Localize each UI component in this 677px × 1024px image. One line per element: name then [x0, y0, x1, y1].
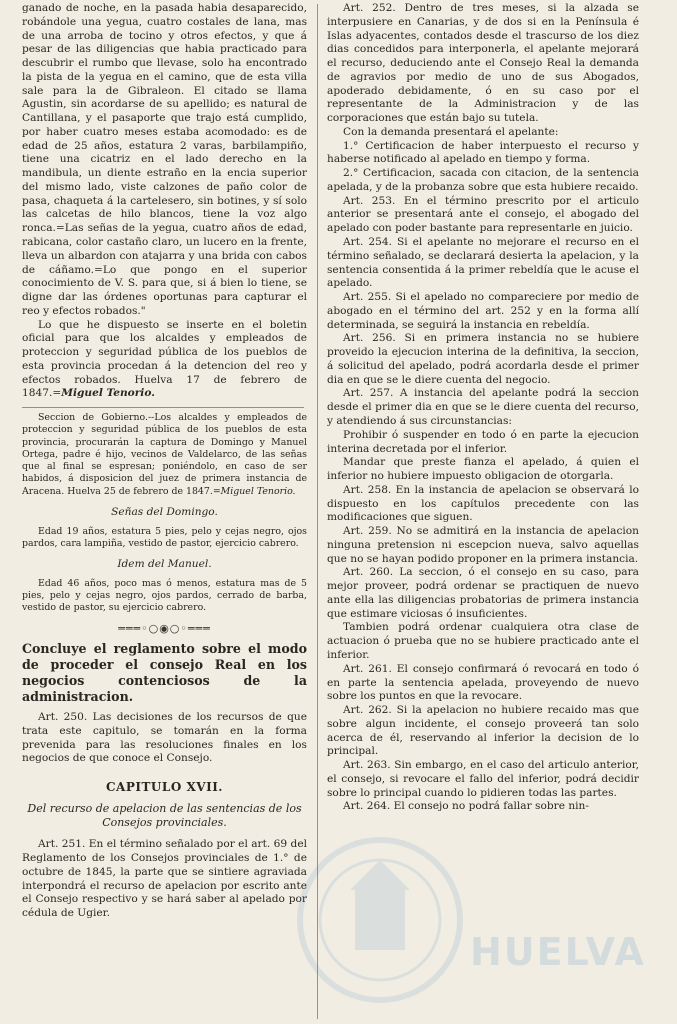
senas-domingo-text: Edad 19 años, estatura 5 pies, pelo y cejas negro, ojos pardos, cara lampiña, vestido de pastor, ejercicio cabrero. — [22, 525, 307, 549]
senas-manuel-text: Edad 46 años, poco mas ó menos, estatura mas de 5 pies, pelo y cejas negro, ojos pardos, cerrado de barba, vestido de pastor, su ejercicio cabrero. — [22, 577, 307, 614]
article-253: Art. 253. En el término prescrito por el articulo anterior se presentará ante el consejo, el abogado del apelado con poder bastante para representarle en juicio. — [327, 194, 639, 235]
article-263: Art. 263. Sin embargo, en el caso del articulo anterior, el consejo, si revocare el fallo del inferior, podrá decidir sobre lo principal cuando lo pidieren todas las partes. — [327, 759, 639, 799]
reglamento-heading: Concluye el reglamento sobre el modo de proceder el consejo Real en los negocios contenciosos de la administracion. — [22, 640, 307, 704]
article-264: Art. 264. El consejo no podrá fallar sobre nin- — [343, 800, 589, 813]
right-column — [327, 2, 639, 814]
article-251: Art. 251. En el término señalado por el art. 69 del Reglamento de los Consejos provinciales de 1.° de octubre de 1845, la parte que se sintiere agraviada interpondrá el recurso de apelacion por escrito ante el Consejo respectivo y se hará saber al apelado por cédula de Ugier. — [22, 838, 307, 920]
gobierno-text: Seccion de Gobierno.--Los alcaldes y empleados de proteccion y seguridad pública de los pueblos de esta provincia, procurarán la captura de Domingo y Manuel Ortega, padre é hijo, vecinos de Valdelarco, de las señas que al final se espresan; poniéndolo, en caso de ser habidos, á disposicion del juez de primera instancia de Aracena. Huelva 25 de febrero de 1847.= — [22, 412, 307, 497]
gobierno-paragraph — [22, 412, 307, 498]
senas-domingo-title: Señas del Domingo. — [111, 505, 218, 518]
article-259: Art. 259. No se admitirá en la instancia de apelacion ninguna pretension ni escepcion nueva, salvo aquellas que no se hayan podido proponer en la primera instancia. — [327, 525, 639, 565]
article-262: Art. 262. Si la apelacion no hubiere recaido mas que sobre algun incidente, el consejo proveerá tan solo acerca de él, reservando al inferior la decision de lo principal. — [327, 704, 639, 758]
left-column — [22, 2, 307, 921]
huelva-watermark: HUELVA — [470, 930, 646, 974]
section-rule — [22, 407, 304, 408]
article-255: Art. 255. Si el apelado no compareciere por medio de abogado en el término del art. 252 y en la forma allí determinada, se seguirá la instancia en rebeldía. — [327, 291, 639, 331]
article-256: Art. 256. Si en primera instancia no se hubiere proveido la ejecucion interina de la definitiva, la seccion, á solicitud del apelado, podrá acordarla desde el primer dia en que se le diere cuenta del negocio. — [327, 332, 639, 386]
mandar-clause: Mandar que preste fianza el apelado, á quien el inferior no hubiere impuesto obligacion de otorgarla. — [327, 456, 639, 483]
requirement-item-2: 2.° Certificacion, sacada con citacion, de la sentencia apelada, y de la probanza sobre que esta hubiere recaido. — [327, 167, 639, 193]
signature-tenorio-1: Miguel Tenorio. — [61, 387, 155, 400]
tambien-clause: Tambien podrá ordenar cualquiera otra clase de actuacion ó prueba que no se hubiere practicado ante el inferior. — [327, 621, 639, 661]
senas-manuel-title: Idem del Manuel. — [117, 557, 212, 570]
demanda-intro: Con la demanda presentará el apelante: — [343, 125, 559, 138]
chapter-subtitle: Del recurso de apelacion de las sentencias de los Consejos provinciales. — [27, 801, 302, 830]
notice-paragraph-2 — [22, 319, 307, 402]
chapter-title: CAPITULO XVII. — [106, 780, 223, 795]
archive-seal-watermark — [270, 820, 490, 1020]
notice-paragraph-1: ganado de noche, en la pasada habia desaparecido, robándole una yegua, cuatro costales de lana, mas de una arroba de tocino y otros efectos, y que á pesar de las diligencias que habia practicado para descubrir el rumbo que llevase, solo ha encontrado la pista de la yegua en el camino, que de esta villa sale para la de Gibraleon. El citado se llama Agustin, sin acordarse de su apellido; es natural de Cantillana, y el pasaporte que trajo está cumplido, por haber cuatro meses estaba acomodado: es de edad de 25 años, estatura 2 varas, barbilampiño, tiene una cicatriz en el lado derecho en la mandibula, un diente estraño en la encia superior del mismo lado, viste calzones de paño color de pasa, chaqueta á la cartelesero, sin botines, y sí solo las calcetas de hilo blancos, tiene la voz algo ronca.=Las señas de la yegua, cuatro años de edad, rabicana, color castaño claro, un lucero en la frente, lleva un albardon con atajarra y una brida con cabos de cáñamo.=Lo que pongo en el superior conocimiento de V. S. para que, si á bien lo tiene, se digne dar las órdenes oportunas para capturar el reo y efectos robados." — [22, 2, 307, 317]
article-260: Art. 260. La seccion, ó el consejo en su caso, para mejor proveer, podrá ordenar se practiquen de nuevo ante ella las diligencias probatorias de primera instancia que estimare viciosas ó insuficientes. — [327, 566, 639, 620]
prohibir-clause: Prohibir ó suspender en todo ó en parte la ejecucion interina decretada por el inferior. — [327, 428, 639, 455]
ornament-divider: ═══◦○◉○◦═══ — [118, 622, 211, 636]
article-261: Art. 261. El consejo confirmará ó revocará en todo ó en parte la sentencia apelada, proveyendo de nuevo sobre los puntos en que la revocare. — [327, 662, 639, 703]
article-258: Art. 258. En la instancia de apelacion se observará lo dispuesto en los capítulos precedente con las modificaciones que siguen. — [327, 483, 639, 524]
article-252: Art. 252. Dentro de tres meses, si la alzada se interpusiere en Canarias, y de dos si en la Península é Islas adyacentes, contados desde el trascurso de los diez dias concedidos para interponerla, el apelante mejorará el recurso, deduciendo ante el Consejo Real la demanda de agravios por medio de uno de sus Abogados, apoderado debidamente, ó en su caso por el representante de la Administracion y de las corporaciones que están bajo su tutela. — [327, 2, 639, 125]
requirement-item-1: 1.° Certificacion de haber interpuesto el recurso y haberse notificado al apelado en tiempo y forma. — [327, 139, 639, 166]
notice-paragraph-2-text: Lo que he dispuesto se inserte en el boletin oficial para que los alcaldes y empleados de proteccion y seguridad pública de los pueblos de esta provincia procedan á la detencion del reo y efectos robados. Huelva 17 de febrero de 1847.= — [22, 318, 307, 400]
article-250: Art. 250. Las decisiones de los recursos de que trata este capitulo, se tomarán en la forma prevenida para las resoluciones finales en los negocios de que conoce el Consejo. — [22, 711, 307, 765]
article-254: Art. 254. Si el apelante no mejorare el recurso en el término señalado, se declarará desierta la apelacion, y la sentencia consentida á la primer rebeldía que le acuse el apelado. — [327, 236, 639, 290]
article-257: Art. 257. A instancia del apelante podrá la seccion desde el primer dia en que se le diere cuenta del recurso, y atendiendo á sus circunstancias: — [327, 387, 639, 427]
signature-tenorio-2: Miguel Tenorio. — [220, 485, 296, 497]
